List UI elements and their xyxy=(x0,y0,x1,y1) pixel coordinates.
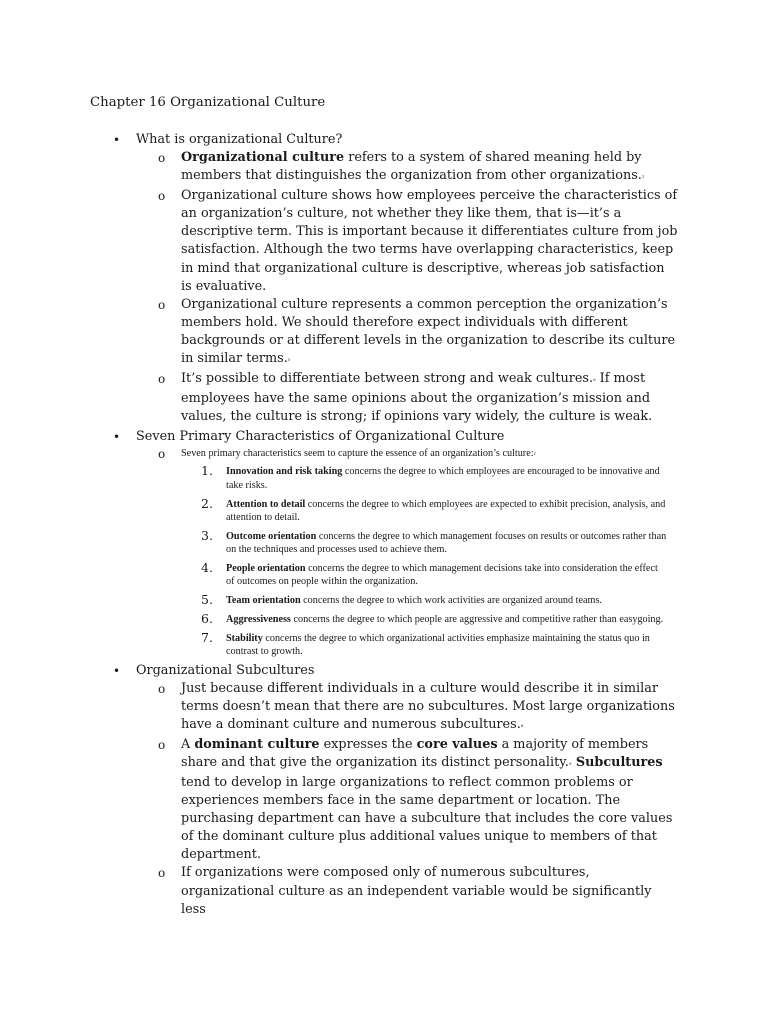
bold-term: Organizational culture xyxy=(181,150,345,165)
item-text: Organizational culture represents a common perception the organization’s members hold. We should therefore expect individuals with different backgrounds or at different levels in the organization to describe its culture in similar terms. xyxy=(181,296,676,367)
numbered-item xyxy=(0,495,768,524)
heading-text: Organizational Subcultures xyxy=(136,662,315,678)
footnote-marker: 5 xyxy=(287,357,291,363)
bold-term: core values xyxy=(416,736,498,752)
item-number: 2. xyxy=(201,495,213,511)
footnote-marker: 6 xyxy=(593,377,596,383)
bullet-icon: • xyxy=(113,663,121,678)
footnote-marker: 9 xyxy=(568,760,572,766)
list-item xyxy=(0,187,768,296)
item-text: concerns the degree to which employees are encouraged to be innovative and take risks. xyxy=(226,466,660,491)
item-text: expresses the xyxy=(319,736,417,752)
numbered-item xyxy=(0,613,768,626)
item-number: 7. xyxy=(201,630,213,646)
item-text: tend to develop in large organizations to reflect common problems or experiences members face in the same department or location. The purchasing department can have a subculture that includes the core values of the dominant culture plus additional values unique to members of that department. xyxy=(181,775,673,863)
bold-term: Subcultures xyxy=(571,754,663,770)
item-text: concerns the degree to which people are aggressive and competitive rather than easygoing. xyxy=(290,614,664,626)
numbered-item xyxy=(0,527,768,556)
item-number: 1. xyxy=(201,463,213,479)
numbered-item xyxy=(0,559,768,588)
item-text: concerns the degree to which organizational activities emphasize maintaining the status quo in contrast to growth. xyxy=(226,633,650,658)
item-text: concerns the degree to which work activities are organized around teams. xyxy=(300,595,602,607)
list-intro xyxy=(0,447,768,462)
circle-bullet-icon: o xyxy=(158,297,166,312)
bold-term: Outcome orientation xyxy=(226,530,317,542)
item-text: concerns the degree to which management focuses on results or outcomes rather than on the techniques and processes used to achieve them. xyxy=(226,530,667,555)
circle-bullet-icon: o xyxy=(158,447,166,462)
section-heading xyxy=(0,662,768,680)
item-text: Organizational culture shows how employees perceive the characteristics of an organization’s culture, not whether they like them, that is—it’s a descriptive term. This is important because it differentiates culture from job satisfaction. Although the two terms have overlapping characteristics, keep in mind that organizational culture is descriptive, whereas job satisfaction is evaluative. xyxy=(181,188,678,294)
item-number: 3. xyxy=(201,527,213,543)
item-text: concerns the degree to which management decisions take into consideration the effect of outcomes on people within the organization. xyxy=(226,562,658,588)
list-item xyxy=(0,864,768,918)
item-text: A xyxy=(181,736,195,752)
numbered-item xyxy=(0,632,768,658)
bullet-icon: • xyxy=(113,133,121,147)
bold-term: Team orientation xyxy=(226,595,301,607)
bold-term: Aggressiveness xyxy=(226,614,291,626)
circle-bullet-icon: o xyxy=(158,681,166,696)
circle-bullet-icon: o xyxy=(158,737,166,752)
bold-term: Stability xyxy=(226,633,263,645)
bullet-icon: • xyxy=(113,430,121,445)
section-heading xyxy=(0,131,768,149)
list-item xyxy=(0,149,768,187)
section-heading xyxy=(0,428,768,446)
heading-text: What is organizational Culture? xyxy=(136,132,343,147)
item-text: If most employees have the same opinions about the organization’s mission and values, the culture is strong; if opinions vary widely, the culture is weak. xyxy=(181,371,653,425)
item-text: It’s possible to differentiate between strong and weak cultures. xyxy=(181,371,594,387)
footnote-marker: 8 xyxy=(520,722,524,728)
item-text: a majority of members share and that give the organization its distinct personality. xyxy=(181,736,649,770)
bold-term: dominant culture xyxy=(194,736,320,752)
item-text: Just because different individuals in a culture would describe it in similar terms doesn’t mean that there are no subcultures. Most large organizations have a dominant culture and numerous subcultures. xyxy=(181,680,675,732)
circle-bullet-icon: o xyxy=(158,151,166,165)
list-item xyxy=(0,370,768,426)
item-text: refers to a system of shared meaning held by members that distinguishes the organization from other organizations. xyxy=(181,150,642,184)
circle-bullet-icon: o xyxy=(158,866,166,881)
footnote-marker: 1 xyxy=(641,174,645,180)
item-number: 5. xyxy=(201,592,213,608)
heading-text: Seven Primary Characteristics of Organizational Culture xyxy=(136,429,505,445)
page-title: Chapter 16 Organizational Culture xyxy=(90,95,326,110)
footnote-marker: 2 xyxy=(533,451,536,457)
circle-bullet-icon: o xyxy=(158,189,166,204)
section-what-is-culture xyxy=(0,131,768,919)
item-number: 4. xyxy=(201,559,213,575)
intro-text: Seven primary characteristics seem to capture the essence of an organization’s culture: xyxy=(181,448,534,460)
bold-term: People orientation xyxy=(226,562,306,574)
bold-term: Innovation and risk taking xyxy=(226,466,343,478)
bold-term: Attention to detail xyxy=(226,498,306,510)
numbered-item xyxy=(0,465,768,491)
list-item xyxy=(0,736,768,865)
numbered-item xyxy=(0,594,768,607)
list-item xyxy=(0,296,768,370)
list-item xyxy=(0,680,768,736)
circle-bullet-icon: o xyxy=(158,372,166,387)
item-text: If organizations were composed only of numerous subcultures, organizational culture as an independent variable would be significantly less xyxy=(181,865,652,917)
item-text: concerns the degree to which employees are expected to exhibit precision, analysis, and attention to detail. xyxy=(226,498,666,523)
item-number: 6. xyxy=(201,611,213,627)
